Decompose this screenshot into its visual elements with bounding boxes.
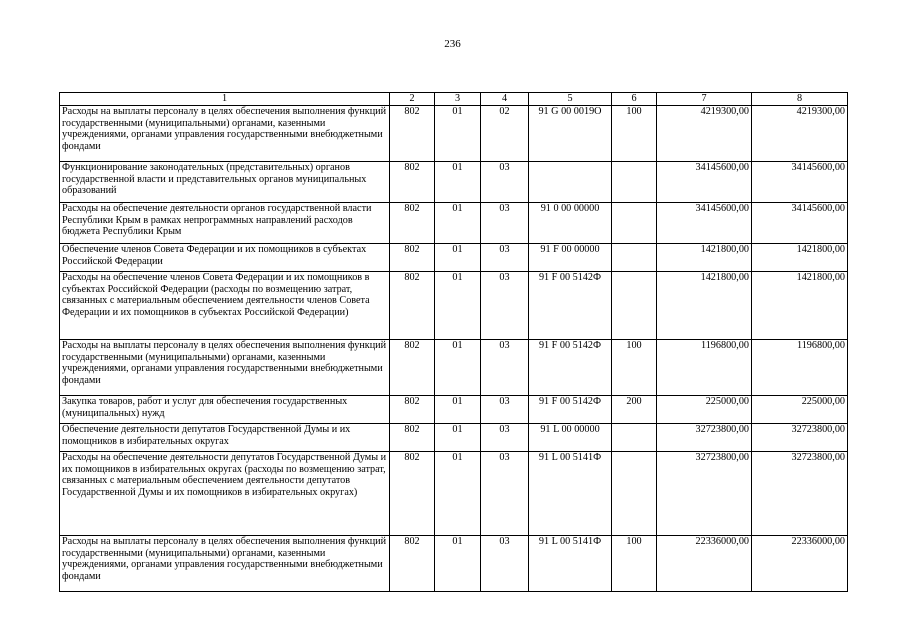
header-row bbox=[60, 93, 848, 106]
subsection-cell: 03 bbox=[481, 424, 529, 452]
target-article-cell: 91 F 00 5142Ф bbox=[529, 340, 612, 396]
table-row bbox=[60, 424, 848, 452]
table-row bbox=[60, 452, 848, 536]
subsection-cell: 03 bbox=[481, 203, 529, 244]
target-article-cell: 91 F 00 5142Ф bbox=[529, 272, 612, 340]
subsection-cell: 03 bbox=[481, 162, 529, 203]
table-row bbox=[60, 106, 848, 162]
row-name-cell: Расходы на обеспечение членов Совета Федерации и их помощников в субъектах Российской Федерации (расходы по возмещению затрат, связанных с материальным обеспечением деятельности членов Совета Федерации и их помощников в субъектах Российской Федерации) bbox=[60, 272, 390, 340]
amount-year-1-cell: 32723800,00 bbox=[657, 452, 752, 536]
subsection-cell: 03 bbox=[481, 396, 529, 424]
amount-year-2-cell: 32723800,00 bbox=[752, 452, 848, 536]
section-cell: 01 bbox=[435, 272, 481, 340]
section-cell: 01 bbox=[435, 452, 481, 536]
row-name-cell: Расходы на выплаты персоналу в целях обеспечения выполнения функций государственными (муниципальными) органами, казенными учреждениями, органами управления государственными внебюджетными фондами bbox=[60, 340, 390, 396]
amount-year-2-cell: 32723800,00 bbox=[752, 424, 848, 452]
section-cell: 01 bbox=[435, 536, 481, 592]
header-cell: 7 bbox=[657, 93, 752, 106]
amount-year-2-cell: 1421800,00 bbox=[752, 272, 848, 340]
grbs-code-cell: 802 bbox=[390, 452, 435, 536]
amount-year-1-cell: 32723800,00 bbox=[657, 424, 752, 452]
header-cell: 3 bbox=[435, 93, 481, 106]
table-row bbox=[60, 244, 848, 272]
expense-type-cell bbox=[612, 272, 657, 340]
target-article-cell: 91 F 00 5142Ф bbox=[529, 396, 612, 424]
amount-year-2-cell: 34145600,00 bbox=[752, 203, 848, 244]
expense-type-cell: 100 bbox=[612, 106, 657, 162]
subsection-cell: 03 bbox=[481, 340, 529, 396]
grbs-code-cell: 802 bbox=[390, 396, 435, 424]
header-cell: 5 bbox=[529, 93, 612, 106]
row-name-cell: Функционирование законодательных (представительных) органов государственной власти и представительных органов муниципальных образований bbox=[60, 162, 390, 203]
amount-year-1-cell: 1421800,00 bbox=[657, 244, 752, 272]
expense-type-cell: 100 bbox=[612, 340, 657, 396]
target-article-cell: 91 0 00 00000 bbox=[529, 203, 612, 244]
section-cell: 01 bbox=[435, 396, 481, 424]
amount-year-1-cell: 1196800,00 bbox=[657, 340, 752, 396]
grbs-code-cell: 802 bbox=[390, 424, 435, 452]
section-cell: 01 bbox=[435, 162, 481, 203]
row-name-cell: Обеспечение членов Совета Федерации и их помощников в субъектах Российской Федерации bbox=[60, 244, 390, 272]
amount-year-1-cell: 1421800,00 bbox=[657, 272, 752, 340]
target-article-cell: 91 F 00 00000 bbox=[529, 244, 612, 272]
target-article-cell bbox=[529, 162, 612, 203]
amount-year-1-cell: 4219300,00 bbox=[657, 106, 752, 162]
grbs-code-cell: 802 bbox=[390, 244, 435, 272]
amount-year-1-cell: 34145600,00 bbox=[657, 203, 752, 244]
grbs-code-cell: 802 bbox=[390, 340, 435, 396]
section-cell: 01 bbox=[435, 340, 481, 396]
subsection-cell: 02 bbox=[481, 106, 529, 162]
expense-type-cell: 200 bbox=[612, 396, 657, 424]
grbs-code-cell: 802 bbox=[390, 203, 435, 244]
section-cell: 01 bbox=[435, 244, 481, 272]
expense-type-cell bbox=[612, 424, 657, 452]
section-cell: 01 bbox=[435, 424, 481, 452]
amount-year-2-cell: 1196800,00 bbox=[752, 340, 848, 396]
amount-year-1-cell: 22336000,00 bbox=[657, 536, 752, 592]
table-row bbox=[60, 203, 848, 244]
target-article-cell: 91 G 00 0019О bbox=[529, 106, 612, 162]
expense-type-cell: 100 bbox=[612, 536, 657, 592]
row-name-cell: Расходы на обеспечение деятельности органов государственной власти Республики Крым в рамках непрограммных направлений расходов бюджета Республики Крым bbox=[60, 203, 390, 244]
expense-type-cell bbox=[612, 452, 657, 536]
expense-type-cell bbox=[612, 162, 657, 203]
subsection-cell: 03 bbox=[481, 272, 529, 340]
section-cell: 01 bbox=[435, 203, 481, 244]
subsection-cell: 03 bbox=[481, 244, 529, 272]
target-article-cell: 91 L 00 00000 bbox=[529, 424, 612, 452]
header-cell: 8 bbox=[752, 93, 848, 106]
amount-year-2-cell: 4219300,00 bbox=[752, 106, 848, 162]
amount-year-2-cell: 22336000,00 bbox=[752, 536, 848, 592]
row-name-cell: Обеспечение деятельности депутатов Государственной Думы и их помощников в избирательных округах bbox=[60, 424, 390, 452]
header-cell: 1 bbox=[60, 93, 390, 106]
subsection-cell: 03 bbox=[481, 536, 529, 592]
row-name-cell: Расходы на обеспечение деятельности депутатов Государственной Думы и их помощников в избирательных округах (расходы по возмещению затрат, связанных с материальным обеспечением деятельности депутатов Государственной Думы и их помощников в избирательных округах) bbox=[60, 452, 390, 536]
table-row bbox=[60, 536, 848, 592]
amount-year-1-cell: 34145600,00 bbox=[657, 162, 752, 203]
table-row bbox=[60, 272, 848, 340]
row-name-cell: Расходы на выплаты персоналу в целях обеспечения выполнения функций государственными (муниципальными) органами, казенными учреждениями, органами управления государственными внебюджетными фондами bbox=[60, 106, 390, 162]
amount-year-2-cell: 34145600,00 bbox=[752, 162, 848, 203]
grbs-code-cell: 802 bbox=[390, 272, 435, 340]
amount-year-1-cell: 225000,00 bbox=[657, 396, 752, 424]
page-number: 236 bbox=[444, 38, 461, 50]
budget-table bbox=[59, 92, 848, 592]
section-cell: 01 bbox=[435, 106, 481, 162]
header-cell: 6 bbox=[612, 93, 657, 106]
table-row bbox=[60, 396, 848, 424]
expense-type-cell bbox=[612, 244, 657, 272]
header-cell: 4 bbox=[481, 93, 529, 106]
header-cell: 2 bbox=[390, 93, 435, 106]
expense-type-cell bbox=[612, 203, 657, 244]
grbs-code-cell: 802 bbox=[390, 536, 435, 592]
table-row bbox=[60, 162, 848, 203]
target-article-cell: 91 L 00 5141Ф bbox=[529, 452, 612, 536]
amount-year-2-cell: 225000,00 bbox=[752, 396, 848, 424]
amount-year-2-cell: 1421800,00 bbox=[752, 244, 848, 272]
row-name-cell: Закупка товаров, работ и услуг для обеспечения государственных (муниципальных) нужд bbox=[60, 396, 390, 424]
grbs-code-cell: 802 bbox=[390, 106, 435, 162]
row-name-cell: Расходы на выплаты персоналу в целях обеспечения выполнения функций государственными (муниципальными) органами, казенными учреждениями, органами управления государственными внебюджетными фондами bbox=[60, 536, 390, 592]
grbs-code-cell: 802 bbox=[390, 162, 435, 203]
subsection-cell: 03 bbox=[481, 452, 529, 536]
table-row bbox=[60, 340, 848, 396]
target-article-cell: 91 L 00 5141Ф bbox=[529, 536, 612, 592]
